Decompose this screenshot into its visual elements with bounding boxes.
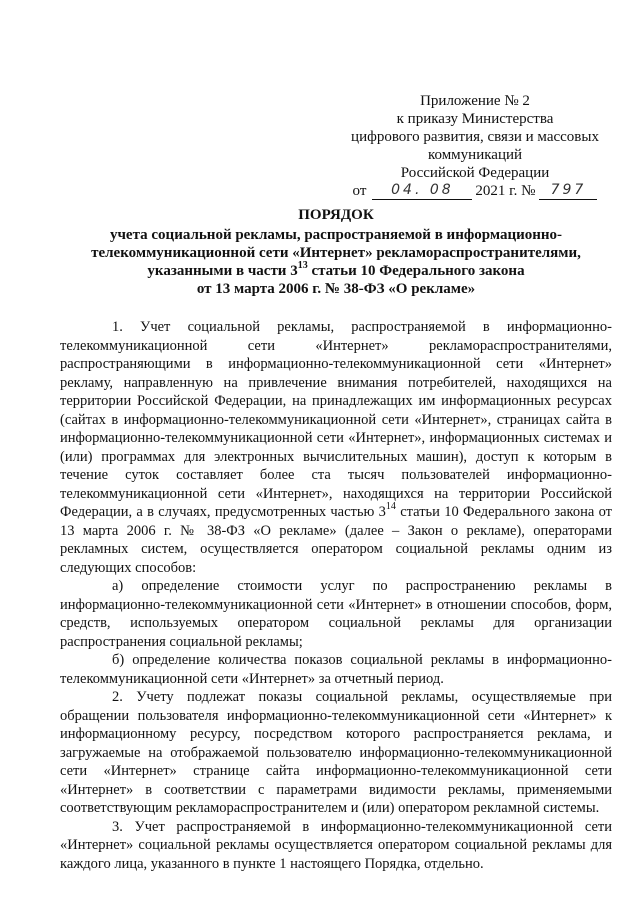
- title-line-2: телекоммуникационной сети «Интернет» рекламораспространителями,: [91, 245, 581, 261]
- document-body: [60, 318, 612, 873]
- paragraph-1-tail: статьи 10 Федерального закона от 13 марта 2006 г. № 38-ФЗ «О рекламе» (далее – Закон о рекламе), операторами рекламных систем, осуществляется оператором социальной рекламы одним из следующих способов:: [60, 504, 612, 576]
- paragraph-1-superscript: 14: [385, 501, 396, 513]
- title-line-1: учета социальной рекламы, распространяемой в информационно-: [109, 227, 563, 243]
- paragraph-1a: а) определение стоимости услуг по распространению рекламы в информационно-телекоммуникационной сети «Интернет» в отношении способов, форм, средств, используемых оператором социальной рекламы для организации распространения социальной рекламы;: [60, 578, 612, 650]
- title-line-3: [60, 262, 612, 280]
- title-heading: ПОРЯДОК: [298, 207, 374, 223]
- paragraph-1: [60, 318, 612, 577]
- year-number-label: 2021 г. №: [475, 183, 536, 199]
- paragraph-1-text: 1. Учет социальной рекламы, распространяемой в информационно-телекоммуникационной сети «Интернет» рекламораспространителями, распространяющими в информационно-телекоммуникационной сети «Интернет» рекламу, направленную на привлечение внимания потребителей, находящихся на территории Российской Федерации, на принадлежащих им информационных ресурсах (сайтах в информационно-телекоммуникационной сети «Интернет», страницах сайта в информационно-телекоммуникационной сети «Интернет», информационных системах и (или) программах для электронных вычислительных машин), доступ к которым в течение суток составляет более ста тысяч пользователей информационно-телекоммуникационной сети «Интернет», находящихся на территории Российской Федерации, а в случаях, предусмотренных частью 3: [60, 319, 612, 520]
- title-line-4: от 13 марта 2006 г. № 38-ФЗ «О рекламе»: [196, 281, 476, 297]
- paragraph-2: 2. Учету подлежат показы социальной рекламы, осуществляемые при обращении пользователя информационно-телекоммуникационной сети «Интернет» к информационному ресурсу, посредством которого распространяется реклама, и загружаемые на отображаемой пользователю информационно-телекоммуникационной сети «Интернет» странице сайта информационно-телекоммуникационной сети «Интернет» в соответствии с параметрами видимости рекламы, применяемыми соответствующим рекламораспространителем и (или) оператором рекламной системы.: [60, 689, 612, 816]
- handwritten-date: 04. 08: [372, 183, 472, 200]
- appendix-ministry-line-2: коммуникаций: [427, 147, 523, 163]
- appendix-header: [345, 92, 605, 200]
- appendix-ministry-line: цифрового развития, связи и массовых: [351, 129, 599, 145]
- title-superscript: 13: [297, 260, 308, 271]
- date-prefix: от: [352, 183, 367, 199]
- order-date-line: [345, 182, 605, 200]
- handwritten-order-number: 797: [539, 183, 597, 200]
- appendix-country-line: Российской Федерации: [400, 165, 550, 181]
- appendix-order-line: к приказу Министерства: [396, 111, 554, 127]
- paragraph-3: 3. Учет распространяемой в информационно-телекоммуникационной сети «Интернет» социальной рекламы осуществляется оператором социальной рекламы для каждого лица, указанного в пункте 1 настоящего Порядка, отдельно.: [60, 818, 612, 872]
- title-line-3-tail: статьи 10 Федерального закона: [307, 263, 525, 279]
- title-line-3-text: указанными в части 3: [147, 263, 298, 279]
- appendix-title: Приложение № 2: [420, 93, 530, 109]
- paragraph-1b: б) определение количества показов социальной рекламы в информационно-телекоммуникационной сети «Интернет» за отчетный период.: [60, 652, 612, 687]
- document-title: [60, 206, 612, 298]
